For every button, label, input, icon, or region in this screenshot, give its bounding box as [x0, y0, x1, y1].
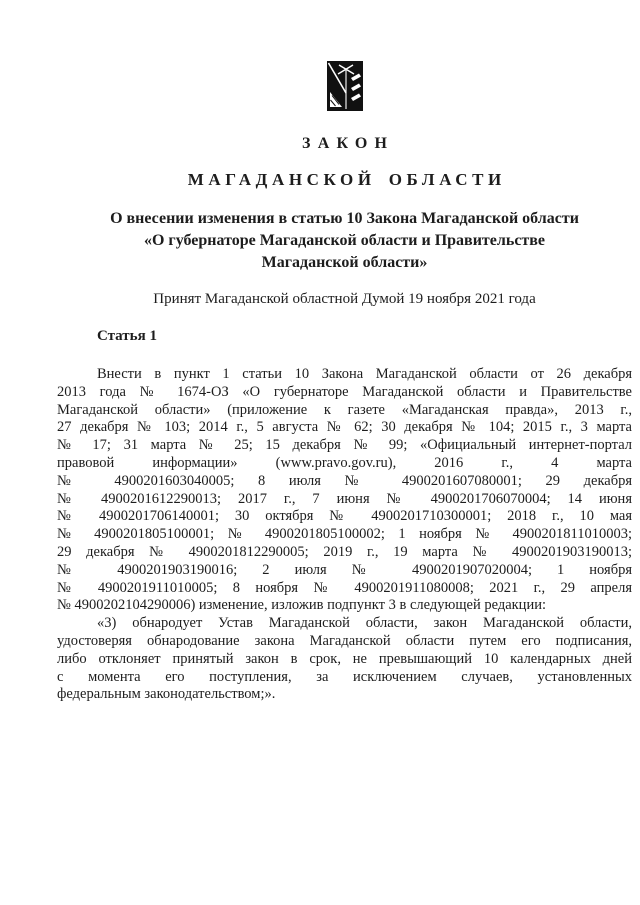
paragraph-line: № 4900201805100001; № 4900201805100002; 1 ноября № 4900201811010003; — [57, 526, 632, 543]
paragraph-line: № 4900201706140001; 30 октября № 4900201710300001; 2018 г., 10 мая — [57, 508, 632, 525]
paragraph-line: с момента его поступления, за исключением случаев, установленных — [57, 668, 632, 685]
paragraph-line: № 4900201603040005; 8 июля № 4900201607080001; 29 декабря — [57, 472, 632, 489]
paragraph-line: правовой информации» (www.pravo.gov.ru), 2016 г., 4 марта — [57, 454, 632, 471]
paragraph-line: Магаданской области» (приложение к газете «Магаданская правда», 2013 г., — [57, 401, 632, 418]
paragraph-line: 27 декабря № 103; 2014 г., 5 августа № 62; 30 декабря № 104; 2015 г., 3 марта — [57, 419, 632, 436]
paragraph-line: Внести в пункт 1 статьи 10 Закона Магаданской области от 26 декабря — [97, 366, 632, 382]
paragraph-line: либо отклоняет принятый закон в срок, не превышающий 10 календарных дней — [57, 650, 632, 667]
paragraph-line: 2013 года № 1674-ОЗ «О губернаторе Магаданской области и Правительстве — [57, 383, 632, 400]
law-title-line: О внесении изменения в статью 10 Закона Магаданской области — [110, 210, 579, 227]
paragraph-line: № 4900201612290013; 2017 г., 7 июня № 4900201706070004; 14 июня — [57, 490, 632, 507]
region-heading: МАГАДАНСКОЙ ОБЛАСТИ — [187, 170, 506, 189]
paragraph-line: № 4900201911010005; 8 ноября № 4900201911080008; 2021 г., 29 апреля — [57, 579, 632, 596]
law-title-line: Магаданской области» — [261, 254, 428, 271]
law-title-line: «О губернаторе Магаданской области и Правительстве — [143, 232, 546, 249]
article-heading: Статья 1 — [97, 328, 157, 344]
paragraph-line: № 4900202104290006) изменение, изложив подпункт 3 в следующей редакции: — [57, 597, 546, 614]
magadan-oblast-coat-of-arms-icon — [326, 60, 364, 112]
paragraph-line: № 4900201903190016; 2 июля № 4900201907020004; 1 ноября — [57, 561, 632, 578]
doc-type-heading: ЗАКОН — [302, 135, 395, 152]
paragraph-line: «3) обнародует Устав Магаданской области, закон Магаданской области, — [97, 615, 632, 632]
adoption-statement: Принят Магаданской областной Думой 19 ноября 2021 года — [153, 291, 536, 307]
article-body — [57, 366, 632, 704]
paragraph-new-wording — [57, 615, 632, 704]
paragraph-line: федеральным законодательством;». — [57, 686, 276, 703]
paragraph-line: № 17; 31 марта № 25; 15 декабря № 99; «Официальный интернет-портал — [57, 437, 632, 454]
paragraph-line: удостоверяя обнародование закона Магаданской области путем его подписания, — [57, 632, 632, 649]
paragraph-line: 29 декабря № 4900201812290005; 2019 г., 19 марта № 4900201903190013; — [57, 543, 632, 560]
document-content — [57, 60, 632, 704]
law-title — [57, 208, 632, 274]
paragraph-amendment-intro — [57, 366, 632, 615]
